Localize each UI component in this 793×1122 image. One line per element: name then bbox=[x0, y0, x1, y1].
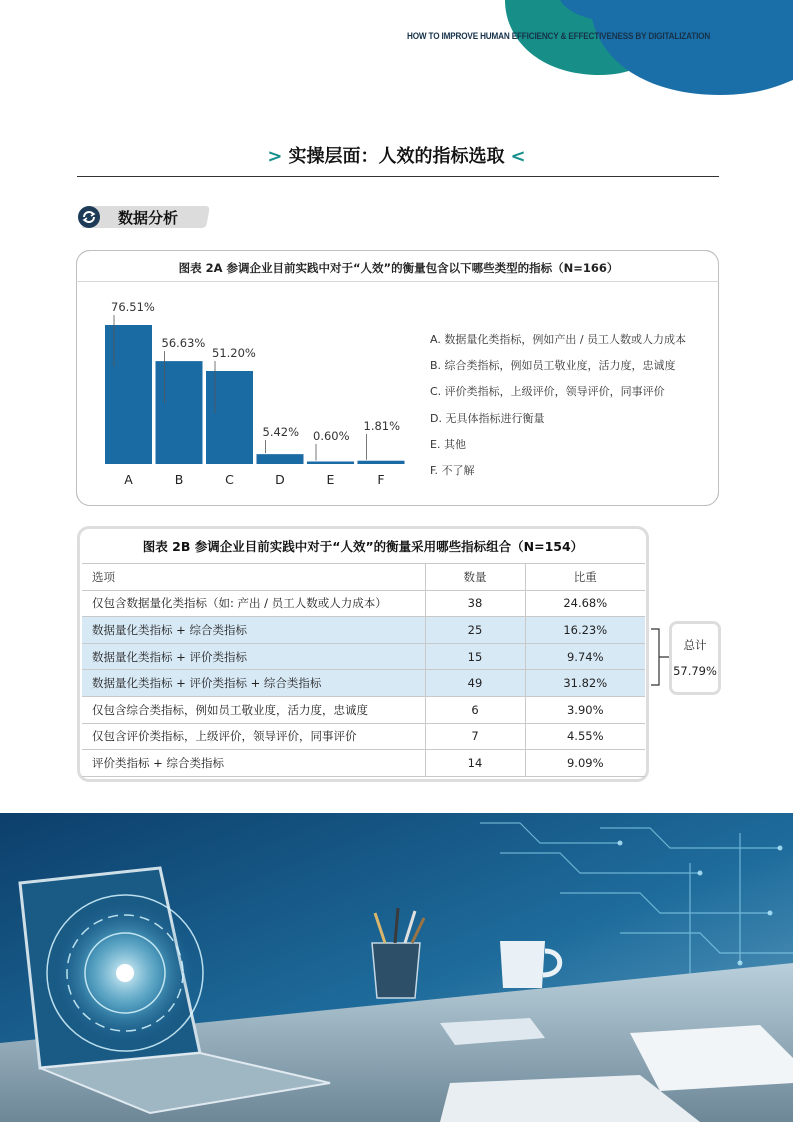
legend-item-e: E. 其他 bbox=[430, 437, 466, 451]
table-row bbox=[82, 590, 645, 617]
table-row bbox=[82, 617, 645, 644]
table-header-row bbox=[82, 564, 645, 591]
data-label-b: 56.63% bbox=[161, 336, 206, 351]
row-count: 49 bbox=[425, 670, 525, 697]
running-header: HOW TO IMPROVE HUMAN EFFICIENCY & EFFECTIVENESS BY DIGITALIZATION bbox=[407, 31, 711, 42]
table-row bbox=[82, 723, 645, 750]
row-count: 15 bbox=[425, 643, 525, 670]
table-2b-caption: 图表 2B 参调企业目前实践中对于“人效”的衡量采用哪些指标组合（N=154） bbox=[142, 539, 584, 554]
title-divider bbox=[77, 176, 719, 177]
table-row bbox=[82, 670, 645, 697]
legend-item-b: B. 综合类指标，例如员工敬业度，活力度，忠诚度 bbox=[430, 359, 676, 373]
row-count: 25 bbox=[425, 617, 525, 644]
table-row bbox=[82, 696, 645, 723]
bar-a bbox=[105, 325, 152, 464]
refresh-cycle-icon bbox=[78, 206, 100, 228]
subheading-label: 数据分析 bbox=[118, 209, 179, 227]
data-label-d: 5.42% bbox=[262, 425, 300, 439]
tick-label-c: C bbox=[225, 472, 234, 487]
row-count: 14 bbox=[425, 750, 525, 777]
table-row bbox=[82, 750, 645, 777]
total-box bbox=[669, 621, 721, 695]
chevron-left-icon: < bbox=[510, 146, 526, 167]
row-option: 数据量化类指标 + 综合类指标 bbox=[82, 617, 425, 644]
legend-item-f: F. 不了解 bbox=[430, 463, 475, 477]
bar-e bbox=[307, 462, 354, 465]
total-bracket bbox=[651, 628, 671, 686]
row-option: 仅包含综合类指标，例如员工敬业度，活力度，忠诚度 bbox=[82, 696, 425, 723]
bar-c bbox=[206, 371, 253, 464]
row-option: 仅包含评价类指标，上级评价，领导评价，同事评价 bbox=[82, 723, 425, 750]
table-2b bbox=[82, 563, 645, 777]
tick-label-f: F bbox=[377, 472, 385, 487]
row-share: 9.74% bbox=[525, 643, 645, 670]
row-share: 31.82% bbox=[525, 670, 645, 697]
data-label-f: 1.81% bbox=[363, 419, 401, 433]
tick-label-e: E bbox=[326, 472, 335, 487]
chart-2a-legend bbox=[430, 331, 686, 488]
row-share: 24.68% bbox=[525, 590, 645, 617]
total-value: 57.79% bbox=[673, 664, 717, 678]
bar-d bbox=[257, 454, 304, 464]
section-title-text: 实操层面：人效的指标选取 bbox=[288, 146, 505, 167]
row-option: 数据量化类指标 + 评价类指标 bbox=[82, 643, 425, 670]
column-header-option: 选项 bbox=[82, 564, 425, 591]
section-title bbox=[0, 142, 793, 168]
column-header-share: 比重 bbox=[525, 564, 645, 591]
row-count: 7 bbox=[425, 723, 525, 750]
row-share: 3.90% bbox=[525, 696, 645, 723]
data-label-a: 76.51% bbox=[111, 300, 155, 314]
table-row bbox=[82, 643, 645, 670]
legend-item-c: C. 评价类指标，上级评价，领导评价，同事评价 bbox=[430, 385, 665, 399]
row-share: 9.09% bbox=[525, 750, 645, 777]
row-option: 数据量化类指标 + 评价类指标 + 综合类指标 bbox=[82, 670, 425, 697]
row-share: 4.55% bbox=[525, 723, 645, 750]
legend-item-d: D. 无具体指标进行衡量 bbox=[430, 411, 545, 425]
chart-2a-caption-divider bbox=[76, 281, 719, 282]
header-decoration bbox=[0, 0, 793, 110]
bar-b bbox=[156, 361, 203, 464]
row-count: 38 bbox=[425, 590, 525, 617]
total-label: 总计 bbox=[683, 638, 707, 652]
legend-item-a: A. 数据量化类指标，例如产出 / 员工人数或人力成本 bbox=[430, 333, 687, 346]
laptop-desk-tech-photo bbox=[0, 813, 793, 1122]
tick-label-b: B bbox=[174, 472, 184, 487]
column-header-count: 数量 bbox=[425, 564, 525, 591]
chart-2a-caption: 图表 2A 参调企业目前实践中对于“人效”的衡量包含以下哪些类型的指标（N=166） bbox=[178, 261, 619, 275]
tick-label-a: A bbox=[124, 472, 133, 487]
data-label-e: 0.60% bbox=[313, 429, 350, 443]
row-option: 评价类指标 + 综合类指标 bbox=[82, 750, 425, 777]
tick-label-d: D bbox=[275, 472, 285, 487]
data-label-c: 51.20% bbox=[212, 345, 256, 360]
row-count: 6 bbox=[425, 696, 525, 723]
row-share: 16.23% bbox=[525, 617, 645, 644]
row-option: 仅包含数据量化类指标（如: 产出 / 员工人数或人力成本） bbox=[82, 590, 425, 617]
chevron-right-icon: > bbox=[267, 146, 283, 167]
chart-2a bbox=[90, 290, 420, 500]
bar-f bbox=[358, 461, 405, 464]
